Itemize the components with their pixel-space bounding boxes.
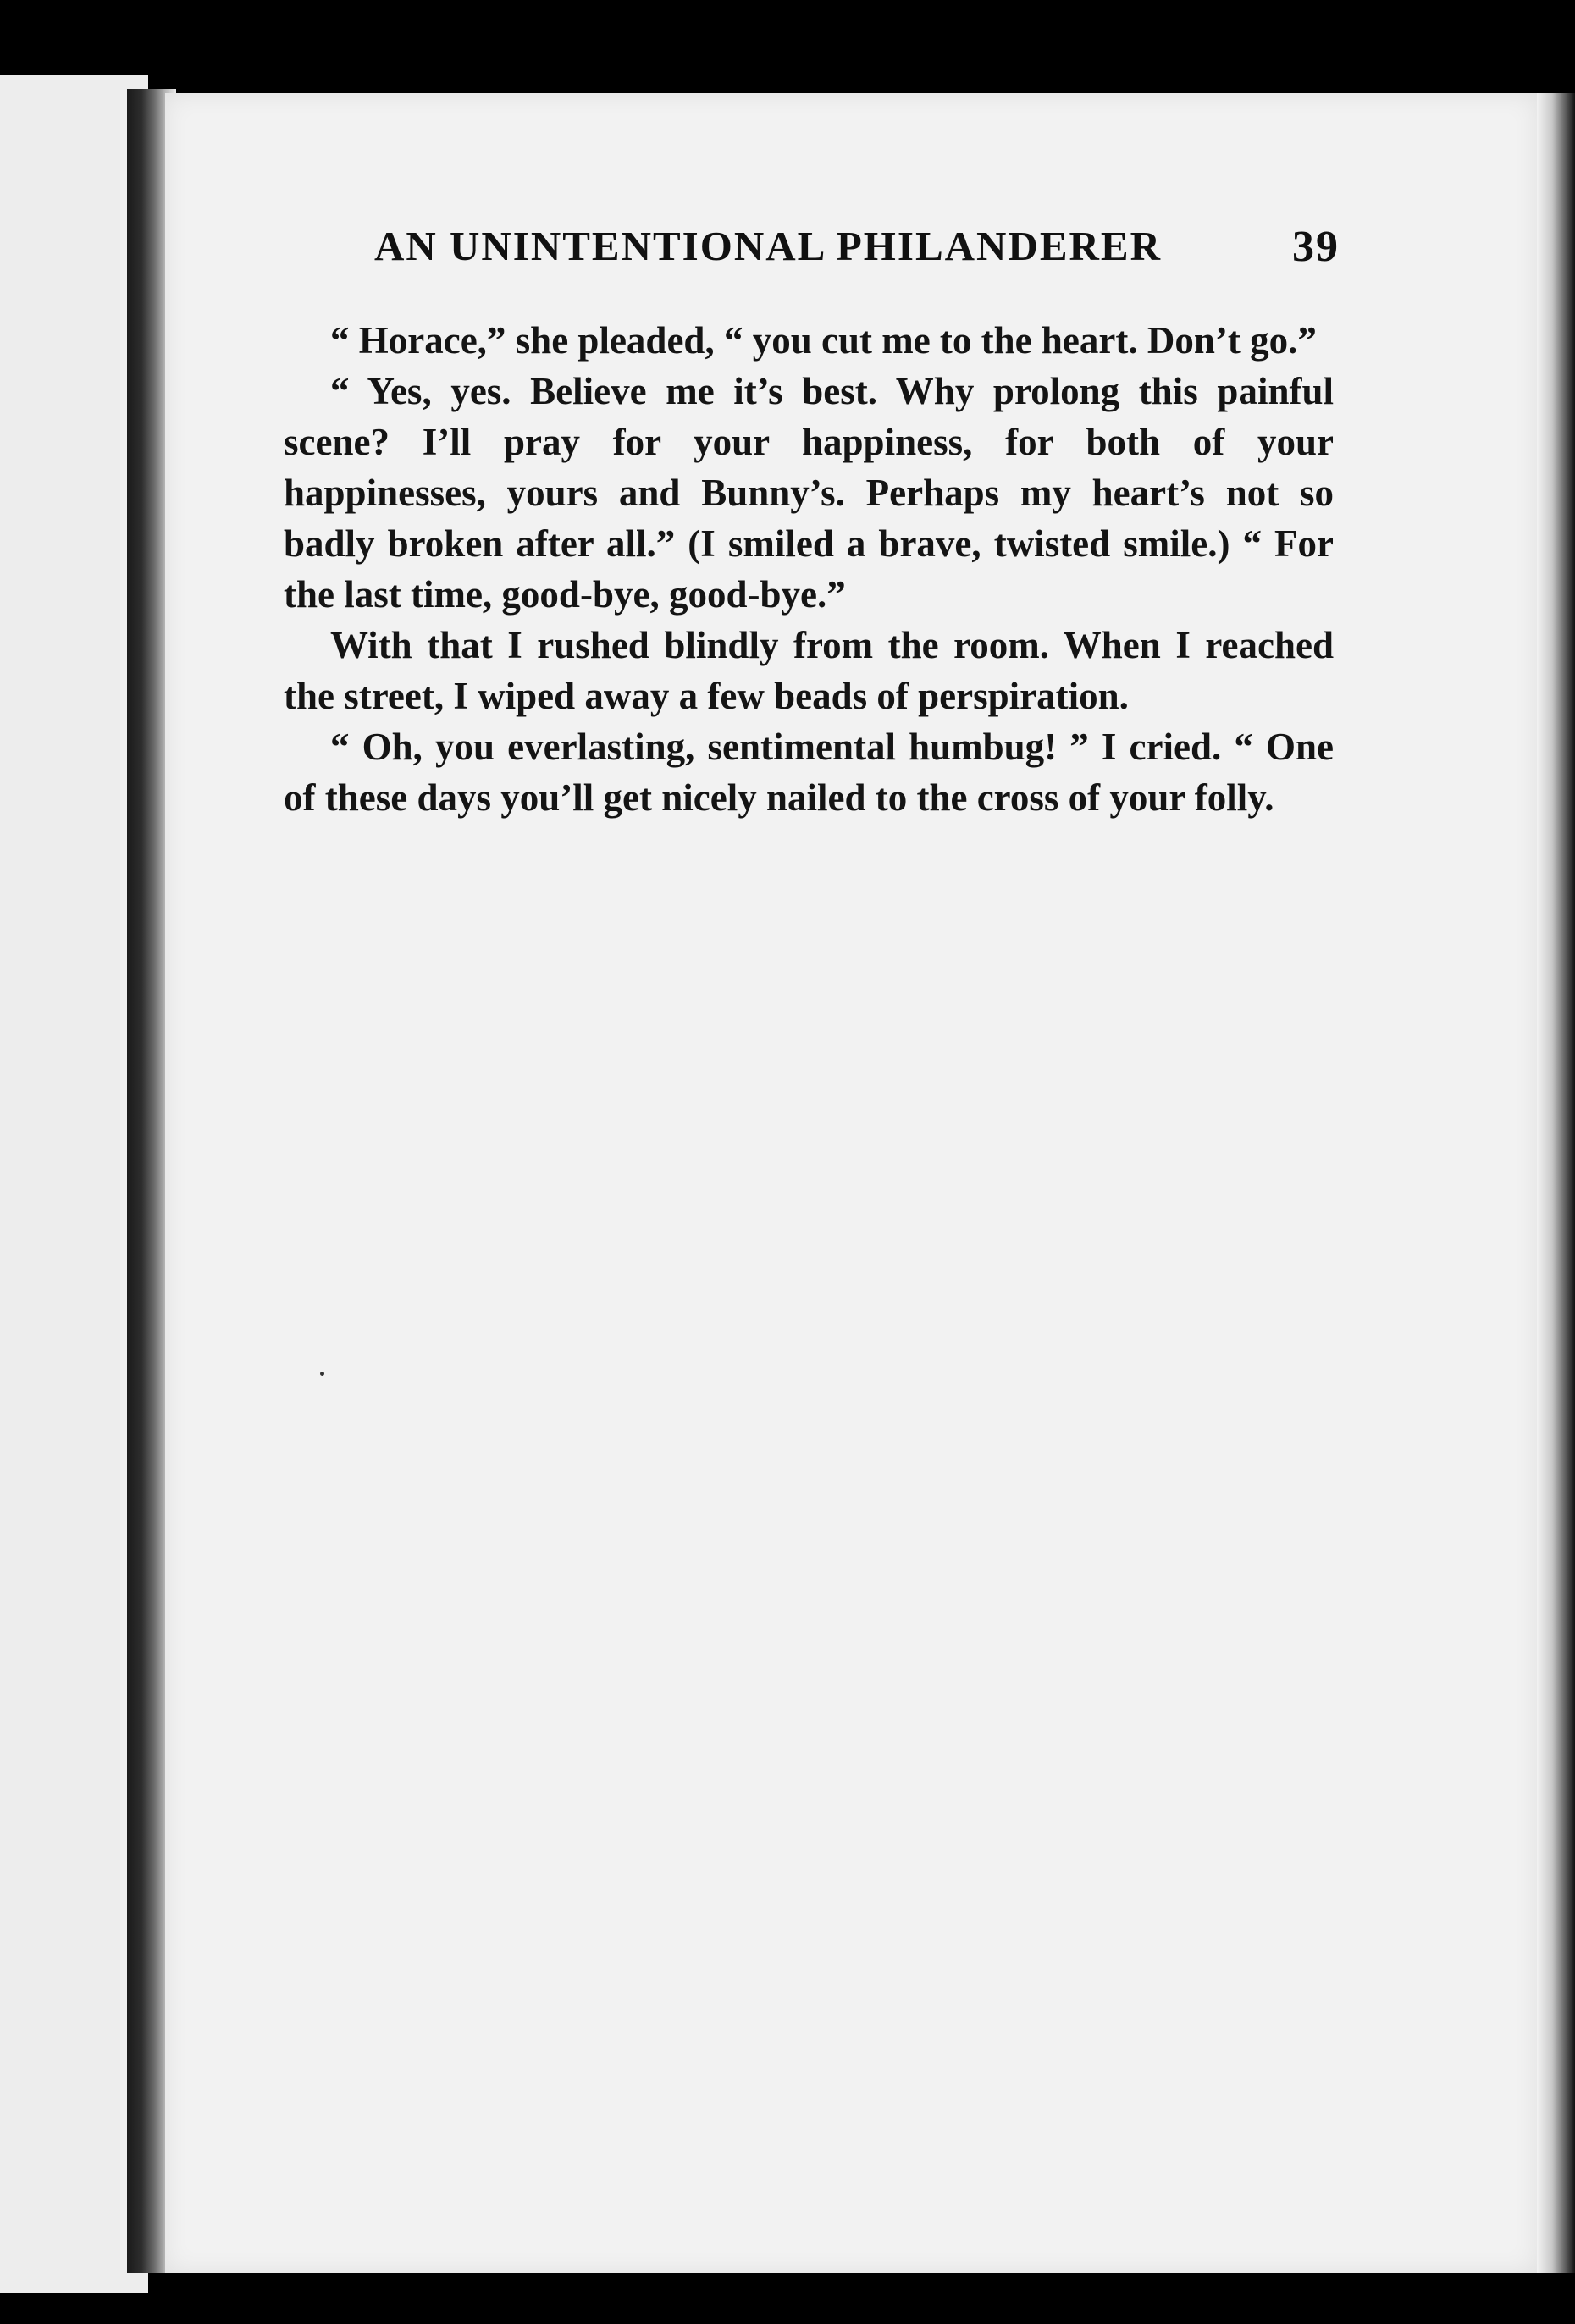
facing-page-edge [0,75,148,2293]
running-head: AN UNINTENTIONAL PHILANDERER [374,223,1162,269]
paragraph: “ Yes, yes. Believe me it’s best. Why prolong this painful scene? I’ll pray for your happiness, for both of your happinesses, yours and Bunny’s. Perhaps my heart’s not so badly broken after all.” (I smiled a brave, twisted smile.) “ For the last time, good-bye, good-bye.” [284,370,1334,616]
page-edge-shadow [1537,93,1575,2273]
paragraph: With that I rushed blindly from the room. When I reached the street, I wiped away a few beads of perspiration. [284,624,1334,717]
page-number: 39 [1292,223,1340,271]
paragraph: “ Oh, you everlasting, sentimental humbug! ” I cried. “ One of these days you’ll get nicely nailed to the cross of your folly. [284,726,1334,819]
page-header [374,222,1340,281]
body-text [284,315,1334,823]
paper-speck [320,1372,324,1376]
paragraph: “ Horace,” she pleaded, “ you cut me to the heart. Don’t go.” [330,319,1317,362]
